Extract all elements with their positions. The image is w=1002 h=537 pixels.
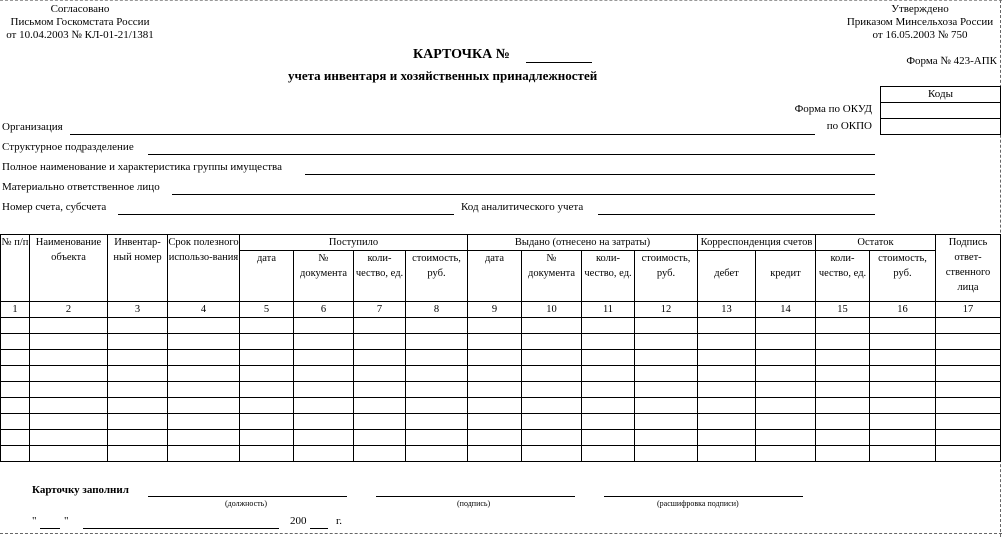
codes-header: Коды bbox=[881, 87, 1001, 103]
group-field[interactable] bbox=[305, 161, 875, 175]
table-cell[interactable] bbox=[698, 446, 756, 462]
decoding-field[interactable] bbox=[604, 483, 803, 497]
table-cell[interactable] bbox=[522, 334, 582, 350]
filled-by-label: Карточку заполнил bbox=[32, 484, 129, 496]
table-cell[interactable] bbox=[582, 446, 635, 462]
table-cell[interactable] bbox=[294, 430, 354, 446]
column-number: 2 bbox=[30, 302, 108, 318]
table-cell[interactable] bbox=[108, 398, 168, 414]
table-cell[interactable] bbox=[816, 414, 870, 430]
table-row bbox=[1, 382, 1001, 398]
table-cell[interactable] bbox=[108, 430, 168, 446]
table-cell[interactable] bbox=[582, 318, 635, 334]
table-cell[interactable] bbox=[294, 414, 354, 430]
table-cell[interactable] bbox=[756, 382, 816, 398]
table-cell[interactable] bbox=[756, 398, 816, 414]
table-cell[interactable] bbox=[635, 334, 698, 350]
issued-doc-header: № документа bbox=[522, 251, 582, 302]
table-cell[interactable] bbox=[30, 366, 108, 382]
col-inv-header: Инвентар-ный номер bbox=[108, 235, 168, 302]
table-cell[interactable] bbox=[406, 446, 468, 462]
signature-field[interactable] bbox=[376, 483, 575, 497]
table-cell[interactable] bbox=[294, 398, 354, 414]
table-cell[interactable] bbox=[294, 334, 354, 350]
group-rest-header: Остаток bbox=[816, 235, 936, 251]
approval-left-line1: Согласовано bbox=[50, 3, 110, 15]
table-cell[interactable] bbox=[108, 414, 168, 430]
table-cell[interactable] bbox=[30, 350, 108, 366]
table-cell[interactable] bbox=[936, 350, 1001, 366]
table-cell[interactable] bbox=[468, 430, 522, 446]
table-cell[interactable] bbox=[354, 382, 406, 398]
table-cell[interactable] bbox=[168, 350, 240, 366]
table-cell[interactable] bbox=[1, 366, 30, 382]
table-cell[interactable] bbox=[468, 366, 522, 382]
table-cell[interactable] bbox=[1, 430, 30, 446]
table-cell[interactable] bbox=[698, 414, 756, 430]
table-cell[interactable] bbox=[406, 318, 468, 334]
table-cell[interactable] bbox=[816, 318, 870, 334]
year-suffix: г. bbox=[336, 515, 343, 527]
column-numbers-row bbox=[1, 302, 1001, 318]
table-cell[interactable] bbox=[30, 382, 108, 398]
table-cell[interactable] bbox=[30, 446, 108, 462]
group-label: Полное наименование и характеристика группы имущества bbox=[2, 161, 282, 173]
table-cell[interactable] bbox=[698, 430, 756, 446]
table-cell[interactable] bbox=[30, 398, 108, 414]
quote-open: " bbox=[32, 515, 37, 527]
table-cell[interactable] bbox=[582, 414, 635, 430]
table-cell[interactable] bbox=[522, 398, 582, 414]
table-cell[interactable] bbox=[294, 350, 354, 366]
table-cell[interactable] bbox=[406, 350, 468, 366]
responsible-field[interactable] bbox=[172, 181, 875, 195]
table-cell[interactable] bbox=[168, 318, 240, 334]
table-cell[interactable] bbox=[816, 430, 870, 446]
table-cell[interactable] bbox=[635, 446, 698, 462]
column-number: 14 bbox=[756, 302, 816, 318]
table-cell[interactable] bbox=[816, 366, 870, 382]
table-cell[interactable] bbox=[240, 382, 294, 398]
received-qty-header: коли-чество, ед. bbox=[354, 251, 406, 302]
table-cell[interactable] bbox=[582, 398, 635, 414]
column-number: 6 bbox=[294, 302, 354, 318]
table-cell[interactable] bbox=[240, 430, 294, 446]
col-sign-header: Подпись ответ-ственного лица bbox=[936, 235, 1001, 302]
table-cell[interactable] bbox=[816, 334, 870, 350]
table-cell[interactable] bbox=[1, 414, 30, 430]
analytic-code-field[interactable] bbox=[598, 201, 875, 215]
table-cell[interactable] bbox=[756, 334, 816, 350]
table-cell[interactable] bbox=[756, 446, 816, 462]
table-cell[interactable] bbox=[468, 334, 522, 350]
table-cell[interactable] bbox=[870, 350, 936, 366]
table-cell[interactable] bbox=[936, 366, 1001, 382]
approval-right-line2: Приказом Минсельхоза России bbox=[846, 16, 994, 28]
position-field[interactable] bbox=[148, 483, 347, 497]
group-corr-header: Корреспонденция счетов bbox=[698, 235, 816, 251]
received-cost-header: стоимость, руб. bbox=[406, 251, 468, 302]
organization-field[interactable] bbox=[70, 121, 815, 135]
received-doc-header: № документа bbox=[294, 251, 354, 302]
table-cell[interactable] bbox=[294, 318, 354, 334]
column-number: 8 bbox=[406, 302, 468, 318]
table-cell[interactable] bbox=[406, 430, 468, 446]
analytic-code-label: Код аналитического учета bbox=[461, 201, 584, 213]
debit-header: дебет bbox=[698, 251, 756, 302]
table-row bbox=[1, 446, 1001, 462]
year-field[interactable] bbox=[310, 515, 328, 529]
quote-close: " bbox=[64, 515, 69, 527]
table-cell[interactable] bbox=[406, 334, 468, 350]
table-cell[interactable] bbox=[635, 414, 698, 430]
table-cell[interactable] bbox=[522, 350, 582, 366]
column-number: 13 bbox=[698, 302, 756, 318]
table-cell[interactable] bbox=[354, 446, 406, 462]
account-field[interactable] bbox=[118, 201, 454, 215]
table-cell[interactable] bbox=[635, 350, 698, 366]
table-cell[interactable] bbox=[936, 446, 1001, 462]
col-no-header: № п/п bbox=[1, 235, 30, 302]
column-number: 15 bbox=[816, 302, 870, 318]
table-cell[interactable] bbox=[816, 350, 870, 366]
column-number: 5 bbox=[240, 302, 294, 318]
table-cell[interactable] bbox=[635, 318, 698, 334]
table-cell[interactable] bbox=[294, 366, 354, 382]
table-cell[interactable] bbox=[522, 446, 582, 462]
table-cell[interactable] bbox=[870, 334, 936, 350]
column-number: 9 bbox=[468, 302, 522, 318]
table-cell[interactable] bbox=[698, 398, 756, 414]
table-cell[interactable] bbox=[240, 366, 294, 382]
table-cell[interactable] bbox=[936, 334, 1001, 350]
table-cell[interactable] bbox=[406, 414, 468, 430]
table-cell[interactable] bbox=[756, 350, 816, 366]
issued-cost-header: стоимость, руб. bbox=[635, 251, 698, 302]
received-date-header: дата bbox=[240, 251, 294, 302]
table-cell[interactable] bbox=[582, 382, 635, 398]
table-cell[interactable] bbox=[936, 430, 1001, 446]
table-cell[interactable] bbox=[698, 318, 756, 334]
table-cell[interactable] bbox=[354, 398, 406, 414]
card-subtitle: учета инвентаря и хозяйственных принадлежностей bbox=[288, 68, 598, 83]
column-number: 17 bbox=[936, 302, 1001, 318]
division-label: Структурное подразделение bbox=[2, 141, 134, 153]
table-cell[interactable] bbox=[240, 334, 294, 350]
table-cell[interactable] bbox=[468, 398, 522, 414]
table-cell[interactable] bbox=[240, 350, 294, 366]
table-cell[interactable] bbox=[240, 414, 294, 430]
column-number: 12 bbox=[635, 302, 698, 318]
table-cell[interactable] bbox=[294, 382, 354, 398]
table-cell[interactable] bbox=[354, 318, 406, 334]
table-cell[interactable] bbox=[354, 414, 406, 430]
table-cell[interactable] bbox=[870, 382, 936, 398]
card-title: КАРТОЧКА № bbox=[413, 47, 510, 62]
table-cell[interactable] bbox=[635, 382, 698, 398]
month-field[interactable] bbox=[83, 515, 279, 529]
table-cell[interactable] bbox=[354, 366, 406, 382]
table-cell[interactable] bbox=[756, 414, 816, 430]
column-number: 4 bbox=[168, 302, 240, 318]
table-cell[interactable] bbox=[870, 398, 936, 414]
position-caption: (должность) bbox=[225, 499, 267, 508]
table-row bbox=[1, 414, 1001, 430]
table-cell[interactable] bbox=[870, 414, 936, 430]
table-cell[interactable] bbox=[582, 366, 635, 382]
column-number: 7 bbox=[354, 302, 406, 318]
decoding-caption: (расшифровка подписи) bbox=[657, 499, 739, 508]
table-cell[interactable] bbox=[1, 350, 30, 366]
table-cell[interactable] bbox=[582, 430, 635, 446]
table-row bbox=[1, 318, 1001, 334]
table-cell[interactable] bbox=[108, 366, 168, 382]
organization-label: Организация bbox=[2, 121, 63, 133]
table-cell[interactable] bbox=[816, 446, 870, 462]
column-number: 16 bbox=[870, 302, 936, 318]
table-cell[interactable] bbox=[240, 318, 294, 334]
table-cell[interactable] bbox=[936, 398, 1001, 414]
day-field[interactable] bbox=[40, 515, 60, 529]
table-cell[interactable] bbox=[870, 318, 936, 334]
approval-right bbox=[840, 3, 1000, 42]
table-cell[interactable] bbox=[406, 382, 468, 398]
table-cell[interactable] bbox=[870, 446, 936, 462]
table-cell[interactable] bbox=[168, 382, 240, 398]
table-cell[interactable] bbox=[468, 446, 522, 462]
table-cell[interactable] bbox=[582, 350, 635, 366]
table-cell[interactable] bbox=[468, 350, 522, 366]
signature-caption: (подпись) bbox=[457, 499, 491, 508]
account-label: Номер счета, субсчета bbox=[2, 201, 107, 213]
table-cell[interactable] bbox=[635, 430, 698, 446]
table-cell[interactable] bbox=[240, 446, 294, 462]
table-row bbox=[1, 430, 1001, 446]
column-number: 3 bbox=[108, 302, 168, 318]
table-cell[interactable] bbox=[468, 414, 522, 430]
table-cell[interactable] bbox=[354, 334, 406, 350]
issued-qty-header: коли-чество, ед. bbox=[582, 251, 635, 302]
table-row bbox=[1, 350, 1001, 366]
table-cell[interactable] bbox=[30, 414, 108, 430]
card-number-line[interactable] bbox=[526, 49, 592, 63]
table-cell[interactable] bbox=[406, 366, 468, 382]
responsible-label: Материально ответственное лицо bbox=[2, 181, 160, 193]
table-cell[interactable] bbox=[468, 318, 522, 334]
table-cell[interactable] bbox=[698, 334, 756, 350]
table-cell[interactable] bbox=[936, 414, 1001, 430]
codes-table bbox=[880, 86, 1001, 135]
table-cell[interactable] bbox=[354, 350, 406, 366]
table-cell[interactable] bbox=[522, 430, 582, 446]
approval-right-line3: от 16.05.2003 № 750 bbox=[872, 29, 968, 41]
table-cell[interactable] bbox=[1, 446, 30, 462]
okud-label: Форма по ОКУД bbox=[794, 103, 872, 115]
table-cell[interactable] bbox=[756, 318, 816, 334]
table-cell[interactable] bbox=[294, 446, 354, 462]
rest-qty-header: коли-чество, ед. bbox=[816, 251, 870, 302]
column-number: 1 bbox=[1, 302, 30, 318]
table-cell[interactable] bbox=[756, 430, 816, 446]
table-cell[interactable] bbox=[635, 398, 698, 414]
column-number: 10 bbox=[522, 302, 582, 318]
col-term-header: Срок полезного использо-вания bbox=[168, 235, 240, 302]
table-cell[interactable] bbox=[240, 398, 294, 414]
table-cell[interactable] bbox=[870, 430, 936, 446]
table-row bbox=[1, 398, 1001, 414]
table-cell[interactable] bbox=[108, 350, 168, 366]
table-cell[interactable] bbox=[1, 334, 30, 350]
table-cell[interactable] bbox=[168, 430, 240, 446]
table-row bbox=[1, 334, 1001, 350]
okpo-code-cell[interactable] bbox=[881, 119, 1001, 135]
year-prefix: 200 bbox=[290, 515, 307, 527]
table-cell[interactable] bbox=[168, 366, 240, 382]
approval-left-line2: Письмом Госкомстата России bbox=[10, 16, 150, 28]
table-cell[interactable] bbox=[168, 446, 240, 462]
table-cell[interactable] bbox=[522, 366, 582, 382]
approval-left bbox=[0, 3, 160, 42]
table-cell[interactable] bbox=[30, 430, 108, 446]
page-bottom-border bbox=[0, 533, 1002, 534]
table-cell[interactable] bbox=[816, 382, 870, 398]
okpo-label: по ОКПО bbox=[826, 120, 872, 132]
approval-right-line1: Утверждено bbox=[891, 3, 949, 15]
table-cell[interactable] bbox=[816, 398, 870, 414]
table-cell[interactable] bbox=[468, 382, 522, 398]
table-cell[interactable] bbox=[936, 382, 1001, 398]
table-cell[interactable] bbox=[1, 398, 30, 414]
table-cell[interactable] bbox=[354, 430, 406, 446]
table-cell[interactable] bbox=[698, 382, 756, 398]
table-cell[interactable] bbox=[168, 398, 240, 414]
table-cell[interactable] bbox=[108, 446, 168, 462]
table-cell[interactable] bbox=[698, 350, 756, 366]
okud-code-cell[interactable] bbox=[881, 103, 1001, 119]
table-cell[interactable] bbox=[522, 414, 582, 430]
form-number: Форма № 423-АПК bbox=[906, 55, 997, 67]
table-cell[interactable] bbox=[522, 318, 582, 334]
table-cell[interactable] bbox=[522, 382, 582, 398]
division-field[interactable] bbox=[148, 141, 875, 155]
table-cell[interactable] bbox=[936, 318, 1001, 334]
group-received-header: Поступило bbox=[240, 235, 468, 251]
table-cell[interactable] bbox=[756, 366, 816, 382]
issued-date-header: дата bbox=[468, 251, 522, 302]
col-name-header: Наименование объекта bbox=[30, 235, 108, 302]
inventory-table bbox=[0, 234, 1001, 462]
table-cell[interactable] bbox=[406, 398, 468, 414]
table-cell[interactable] bbox=[108, 318, 168, 334]
table-cell[interactable] bbox=[30, 334, 108, 350]
table-cell[interactable] bbox=[635, 366, 698, 382]
table-cell[interactable] bbox=[168, 334, 240, 350]
table-cell[interactable] bbox=[582, 334, 635, 350]
table-cell[interactable] bbox=[1, 382, 30, 398]
table-cell[interactable] bbox=[1, 318, 30, 334]
credit-header: кредит bbox=[756, 251, 816, 302]
group-issued-header: Выдано (отнесено на затраты) bbox=[468, 235, 698, 251]
rest-cost-header: стоимость, руб. bbox=[870, 251, 936, 302]
table-cell[interactable] bbox=[698, 366, 756, 382]
table-cell[interactable] bbox=[108, 334, 168, 350]
column-number: 11 bbox=[582, 302, 635, 318]
table-cell[interactable] bbox=[168, 414, 240, 430]
table-row bbox=[1, 366, 1001, 382]
table-cell[interactable] bbox=[870, 366, 936, 382]
table-cell[interactable] bbox=[108, 382, 168, 398]
table-cell[interactable] bbox=[30, 318, 108, 334]
approval-left-line3: от 10.04.2003 № КЛ-01-21/1381 bbox=[6, 29, 154, 41]
